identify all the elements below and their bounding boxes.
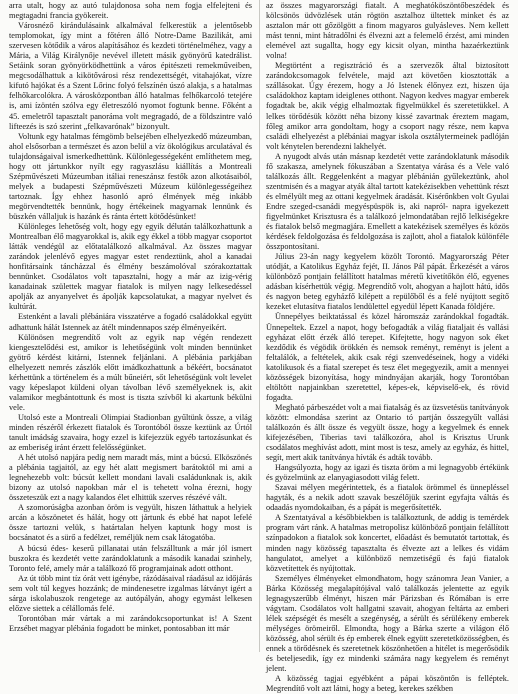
paragraph: Estenként a lavali plébániára visszatérve a fogadó családokkal együtt adhattunk hálát Istennek az átélt mindennapos szép élményeikért. xyxy=(9,312,252,332)
paragraph: az összes magyarországi fiatalt. A meghatóköszöntőbeszédek és kölcsönös üdvözlések után rögtön asztalhoz ültettek minket és az asztalon már ott gőzölgött a finom magyaros gulyásleves. Nem kellett mást tenni, mint hátradőlni és élvezni azt a felemelő érzést, ami minden elemével azt sugallta, hogy egy kicsit olyan, mintha hazaérkeztünk volna! xyxy=(266,1,509,61)
paragraph: A közösség tagjai egyébként a pápai köszöntőn is felléptek. Megrendítő volt azt látni, hogy a beteg, kerekes székben xyxy=(266,674,509,694)
left-text-column xyxy=(9,1,252,652)
paragraph: Szavai mélyen megérintettek, és a fiatalok örömmel és ünnepléssel hagyták, és a nekik adott szavak beszélőjük szerint egyfajta váltás és odaadás nyomdokaiban, és a pápát is megerősítették. xyxy=(266,483,509,513)
paragraph: A szomorúságba azonban öröm is vegyült, hiszen láthattuk a helyiek arcán a köszönetet és hálát, hogy ott jártunk és ebbé hat napot lefelé össze tartozni velük, s határtalan helyen kaptunk hogy most is bocsánatot és a sürő a fedélzet, reméljük nem csak látogatóba. xyxy=(9,503,252,543)
column-divider xyxy=(259,0,260,652)
right-text-column xyxy=(266,1,509,694)
paragraph: Megható párbeszédet volt a mai fiatalság és az üzsvetésüs tanítványok között: elmondása szerint az Ontario tó partján összegyűlt vallási találkozón és állt össze és vegyült össze, hogy a kegyelmek és ennek kifejezésében, Tiberias tavi találkozóra, ahol is Krisztus Urunk csodálatos meghívást adott, mint most is tesz, amely az egyház, és hittel, segít, mert akik tanítványa hívták és adták tovább. xyxy=(266,402,509,463)
paragraph: Voltunk egy hatalmas fémgömb belsejében elhelyezkedő múzeumban, ahol elsősorban a természet és azon belül a víz ökológikus arculatával és tulajdonságaival ismerkedhettünk. Különlegességeként említhetem meg, hogy ott jártunkkor nyílt egy ragyaszlásu kiállítás a Montreali Szépművészeti Múzeumban itáliai reneszánsz festők azon alkotásaiból, melyek a budapesti Szépművészeti Múzeum különlegességeihez tartoznak. Így ehhez hasonló apró élmények még inkább megörvendtették bennünk, hogy értékeinek magyarnak lennünk és büszkén vállaljuk is hazánk és ránta értett kötődésünket! xyxy=(9,131,252,221)
paragraph: Az út több mint tíz órát vett igénybe, rázódásaival ráadásul az időjárás sem volt túl kegyes hozzánk; de mindenesetre izgalmas látványt igért a sárga iskolabuszok rengetege az autópályán, ahogy egymást lelkesen előzve siettek a célállomás felé. xyxy=(9,573,252,613)
paragraph: Hangsúlyozta, hogy az igazi és tiszta öröm a mi legnagyobb értékünk és gyözelmünk az elanyagiasodott világ felett. xyxy=(266,463,509,483)
paragraph: A Szentatyával a későbbiekben is találkoztunk, de addig is temérdek program várt ránk. A hatalmas metropolisz különböző pontjain felállított színpadokon a fiatalok sok koncertet, előadást és bemutatót tartottak, és minden nagy közösség tapasztalta és élvezte azt a lelkes és vidám hangulatot, amelyet a különböző nemzetiségű és fajú fiatalok közvetítettek és nyújtottak. xyxy=(266,513,509,573)
paragraph: Városnéző kirándulásaink alkalmával felkerestük a jelentősebb templomokat, így mint a főtéren álló Notre-Dame Bazilikát, ami szervesen kötődik a város alapításához és kezdeti történelméhez, vagy a Mária, a Világ Királynője nevével illetett másik gyönyörű katedrálist. Setáink soran gyönyörködhettünk a város épitészeti remekműveiben, megcsodálhattuk a kikötővárosi rész rendezettségét, vitahajókat, vízre kifutó hajókat és a Szent Lőrinc folyó felszínén úszó alakja, s a hatalmas felhőkarcolókra. A városközpontban álló hatalmas felhőkarcoló tetejére is, ami ízöntén szólva egy életreszóló nyomot fogtunk benne. Főként a 45. emeletről tapasztalt panoráma volt megragadó, de a földszintre való lifteezés is szó szerint „felkavarónak” bizonyult. xyxy=(9,21,252,131)
paragraph: Különösen megrendítő volt az egyik nap végén rendezett kiengesztelődési est, amikor is lehetőségünk volt minden bennünket gyötrő kérdést kitárni, Istennek feljánlani. A plébánia parkjában elhelyezett nemrés zászlók előtt imádkozhattunk a békéért, bocsánatot kérhettünk a történelem és a múlt bűneiért, sőt lehetőségünk volt levelet vagy képeslapot küldeni olyan távolban lévő személyeknek is, akit valamikor megbántottunk és most is tiszta szívből ki akartunk békülni vele. xyxy=(9,332,252,412)
paragraph: Ünnepélyes beiktatással és közel háromszáz zarándokkal fogadták. Ünnepeltek. Ezzel a napot, hogy befogadták a világ fiataljait és vallási egyházat előtt érzék álló terepet. Kifejtette, hogy nagyon sok éket kezdődik és végödik örökkén és nemsok reményt, reményt is jelent a feltalálók, a feltételek, akik csak régi szenvedéseinek, hogy a vidéki katolikusok és a fiatal szerepet és tesz élet megegyezik, amit a mennyei közösségek bizonyítása, hogy mindnyájan akarják, hogy Torontóban eltöltött napjainkban szeretettel, képes-ek, képviselő-ek, és rövid fogadta. xyxy=(266,312,509,402)
paragraph: A nyugodt alvás után másnap kezdetét vette zarándoklatunk második fő szakasza, amelynek fókuszában a Szentatya várása és a Vele való találkozás állt. Reggelenként a magyar plébánián gyűlekeztünk, ahol szentmisén és a magyar atyák által tartott katekézisekben vehettünk részt és elmélyült meg az ottani kegyelmek áradását. Kisérőnkben volt Gyulai Endre szeged-csanádi megyéspüspök is, aki napról- napra igyekezett figyelmünket Krisztusra és a találkozó jelmondatában rejlő lelkiségekre és fiatalok belső megmagjára. Emellett a katekézisek személyes és közös kérdések feldolgozása és feldolgozása is zajlott, ahol a fiatalok különféle összpontosítani. xyxy=(266,151,509,252)
paragraph: A búcsú édes- keserű pillanatai után felszálltunk a már jól ismert buszokra és kezdetét vette zarándoklatunk a második kanadai szinhely, Toronto felé, amely már a találkozó fő programjainak adott otthont. xyxy=(9,543,252,573)
paragraph: arra utalt, hogy az autó tulajdonosa soha nem fogja elfelejteni és megtagadni francia gyökereit. xyxy=(9,1,252,21)
paragraph: Megtörtént a regisztráció és a szervezők által biztosított zarándokcsomagok felvétele, majd azt követően kiosztották a szállásokat. Úgy érezem, hogy a Jó Istenek élőnyez ezt, hiszen úja családokhoz kaptam ideiglenes otthont. Nagyon kedves magyar emberek fogadtak be, akik végig elhalmoztak figyelmükkel és szeretetükkel. A lelkes törődésük között néha bizony kissé zavartnak éreztem magam, főleg amikor arra gondoltam, hogy a csoport nagy része, nem kapva családi elhelyezést a plébániai magyar iskola osztálytermeinek padlóján volt kénytelen berendezni lakhelyét. xyxy=(266,61,509,151)
paragraph: Különleges lehetőség volt, hogy egy egyik délután találkozhattunk a Montrealban élő magyarokkal is, akik egy ékkel a több magyar csoportot látták vendégül az előtatalálkozó alkalmával. Az összes magyar zarándok jelenlévő egyes magyar estet rendeztünk, ahol a kanadai honfitársaink táncházzal és élmény beszámolóval szórakoztattak bennünket. Csodálatos volt tapasztalni, hogy a már az izig-vérig kanadainak születtek magyar fiatalok is milyen nagy lelkesedéssel apolják az anyanyelvet és ápolják kapcsolatukat, a magyar nyelvet és kultúrát. xyxy=(9,222,252,312)
paragraph: A hét utolsó napjára pedig nem maradt más, mint a búcsú. Elköszönés a plébánia tagjaitól, az egy hét alatt megismert barátoktól mi ami a legnehezebb volt: búcsút kellett mondani lavali családunknak is, akik bizony az utolsó napokban már el is tehetett volna érezni, hogy összeteszük ezt a nagy kalandos élet elhittük szerves részévé vált. xyxy=(9,453,252,503)
paragraph: Utolsó este a Montreali Olimpiai Stadionban gyűltünk össze, a világ minden részéről érkezett fiatalok és Torontóból össze keztünk az Úrtól tanult imádság szavaira, hogy ezzel is kifejezzük egyéb tartozásunkat és az emberiség iránt érzett felelősségünket. xyxy=(9,412,252,453)
paragraph: Július 23-án nagy kegyelem közölt Torontó. Magyarország Péter utódját, a Katolikus Egyház fejét, II. János Pál pápát. Érkezését a város különböző pontjain felállított hatalmas méretű kivetítőkön élő, egyenes adásban kísérhettük végig. Megrendítő volt, ahogyan a hajlott hátú, idős és nagyon beteg egyházfő kilépett a repülőből és a felé nyújtott segítő kezeket elutasítva fiatalos lendülettel egyedül lépett Kanada földjére. xyxy=(266,252,509,312)
paragraph: Torontóban már vártak a mi zarándokcsoportunkat is! A Szent Erzsébet magyar plébánia fogadott be minket, pontosabban itt már xyxy=(9,613,252,633)
paragraph: Személyes élményeket elmondhatom, hogy szánomra Jean Vanier, a Bárka Közösség megalapítójával való találkozás jelentette az egyik legnagyszerűbb élményt, hiszen már Párizsban és Rómában is erre vágytam. Csodálatos volt hallgatni szavait, ahogyan feltárta az emberi lélek szépségét és mesélt a szegénység, a sérült és sérülékeny emberek mélységes örömeiről. Elmondta, hogy a Bárka szerte a világon élő közösség, ahol sérült és ép emberek élnek együtt szeretetközösségben, és ennek a törődésnek és szeretetnek köszönhetően a hitélet is megerősödik és beteljesedik, így ez mindenki számára nagy kegyelem és reményt jelent. xyxy=(266,573,509,674)
